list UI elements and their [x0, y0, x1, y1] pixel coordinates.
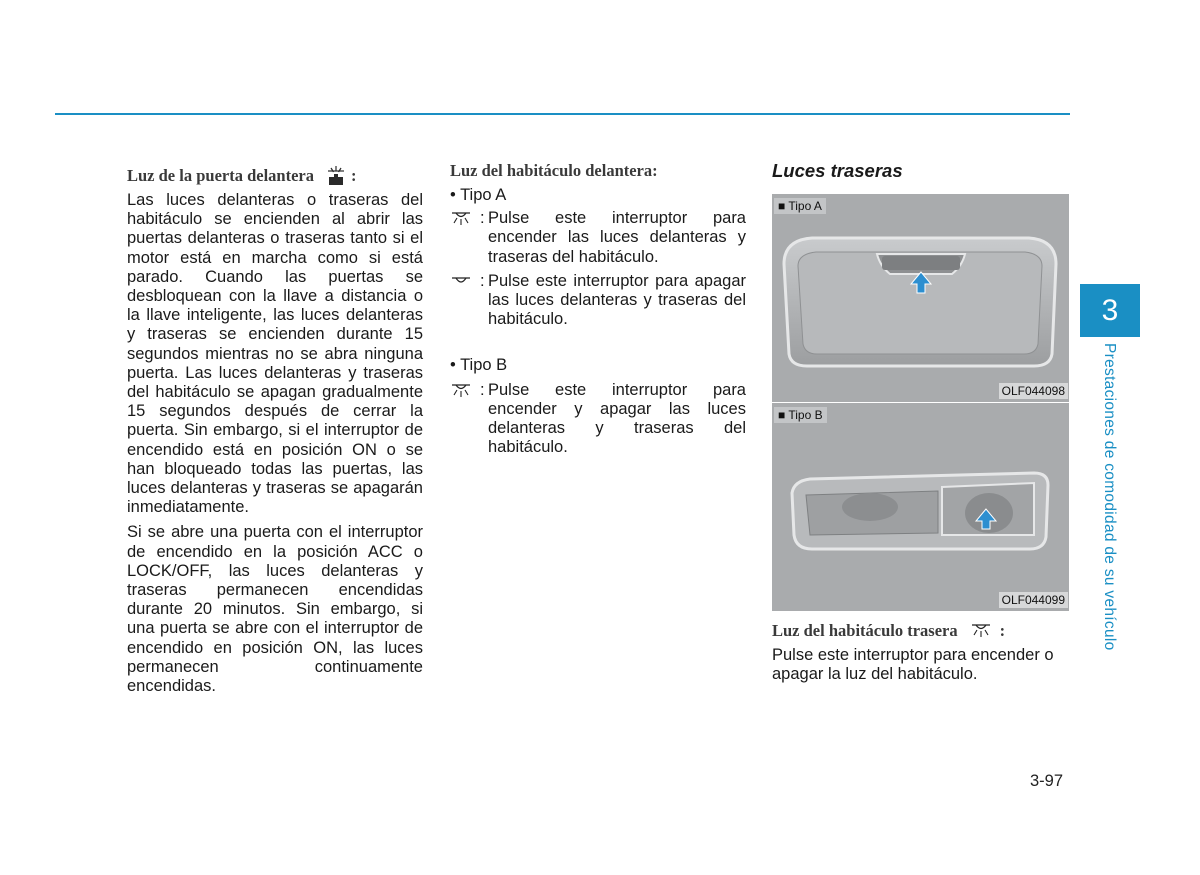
- door-light-heading-colon: :: [351, 166, 357, 185]
- tipo-b-on-text: Pulse este interruptor para encender y apagar las luces delanteras y traseras del habitáculo.: [488, 380, 746, 457]
- tipo-a-label: • Tipo A: [450, 186, 507, 204]
- column-front-room-light: [450, 160, 746, 457]
- door-light-paragraph-1: Las luces delanteras o traseras del habitáculo se encienden al abrir las puertas delanteras o traseras tanto si el motor está en marcha como si está parado. Cuando las puertas se desbloquean con la llave a distancia o la llave inteligente, las luces delanteras y traseras se encienden durante 15 segundos mientras no se abra ninguna puerta. Las luces delanteras y traseras del habitáculo se apagan gradualmente 15 segundos después de cerrar la puerta. Sin embargo, si el interruptor de encendido está en posición ON o se han bloqueado todas las puertas, las luces delanteras y traseras se apagarán inmediatamente.: [127, 191, 423, 517]
- rear-room-light-heading: Luz del habitáculo trasera: [772, 621, 958, 640]
- door-light-heading-row: [127, 165, 423, 187]
- page-number: 3-97: [1030, 772, 1064, 790]
- chapter-title: Prestaciones de comodidad de su vehículo: [1101, 343, 1118, 651]
- rear-room-light-heading-colon: :: [999, 621, 1006, 640]
- column-rear-lights: [772, 160, 1069, 684]
- door-light-heading: Luz de la puerta delantera: [127, 166, 314, 185]
- header-rule: [55, 113, 1070, 115]
- front-room-light-heading: Luz del habitáculo delantera:: [450, 161, 658, 180]
- tipo-b-item-on: [450, 381, 746, 458]
- figure-tipo-a-code: OLF044098: [999, 383, 1068, 399]
- tipo-a-off-text: Pulse este interruptor para apagar las luces delanteras y traseras del habitáculo.: [488, 271, 746, 329]
- tipo-a-lamp-illustration: [772, 194, 1069, 402]
- chapter-tab: 3: [1080, 284, 1140, 337]
- tipo-b-lamp-illustration: [772, 403, 1069, 611]
- tipo-a-item-off: [450, 272, 746, 330]
- figure-tipo-b: [772, 403, 1069, 612]
- figure-tipo-b-code: OLF044099: [999, 592, 1068, 608]
- dome-light-on-icon: [970, 622, 994, 640]
- tipo-b-label: • Tipo B: [450, 356, 508, 375]
- figure-tipo-b-tag: ■ Tipo B: [774, 407, 827, 423]
- tipo-b-on-colon: :: [480, 380, 485, 399]
- tipo-a-on-text: Pulse este interruptor para encender las luces delanteras y traseras del habitáculo.: [488, 209, 746, 266]
- tipo-a-item-on: [450, 209, 746, 267]
- dome-light-on-icon: [450, 381, 480, 458]
- column-door-light: [127, 160, 423, 696]
- figure-tipo-a-tag: ■ Tipo A: [774, 198, 826, 214]
- dome-light-on-icon: [450, 209, 480, 267]
- tipo-a-on-colon: :: [480, 209, 485, 228]
- figure-tipo-a: [772, 194, 1069, 403]
- rear-room-light-text: Pulse este interruptor para encender o apagar la luz del habitáculo.: [772, 646, 1054, 684]
- rear-room-light-heading-row: [772, 621, 1069, 641]
- rear-lights-title: Luces traseras: [772, 160, 903, 181]
- door-light-paragraph-2: Si se abre una puerta con el interruptor de encendido en la posición ACC o LOCK/OFF, las luces delanteras y traseras permanecen encendidas durante 20 minutos. Sin embargo, si una puerta se abre con el interruptor de encendido en posición ON, las luces permanecen continuamente encendidas.: [127, 523, 423, 696]
- door-light-icon: [324, 165, 348, 187]
- dome-light-off-icon: [450, 272, 480, 330]
- tipo-a-off-colon: :: [480, 271, 485, 290]
